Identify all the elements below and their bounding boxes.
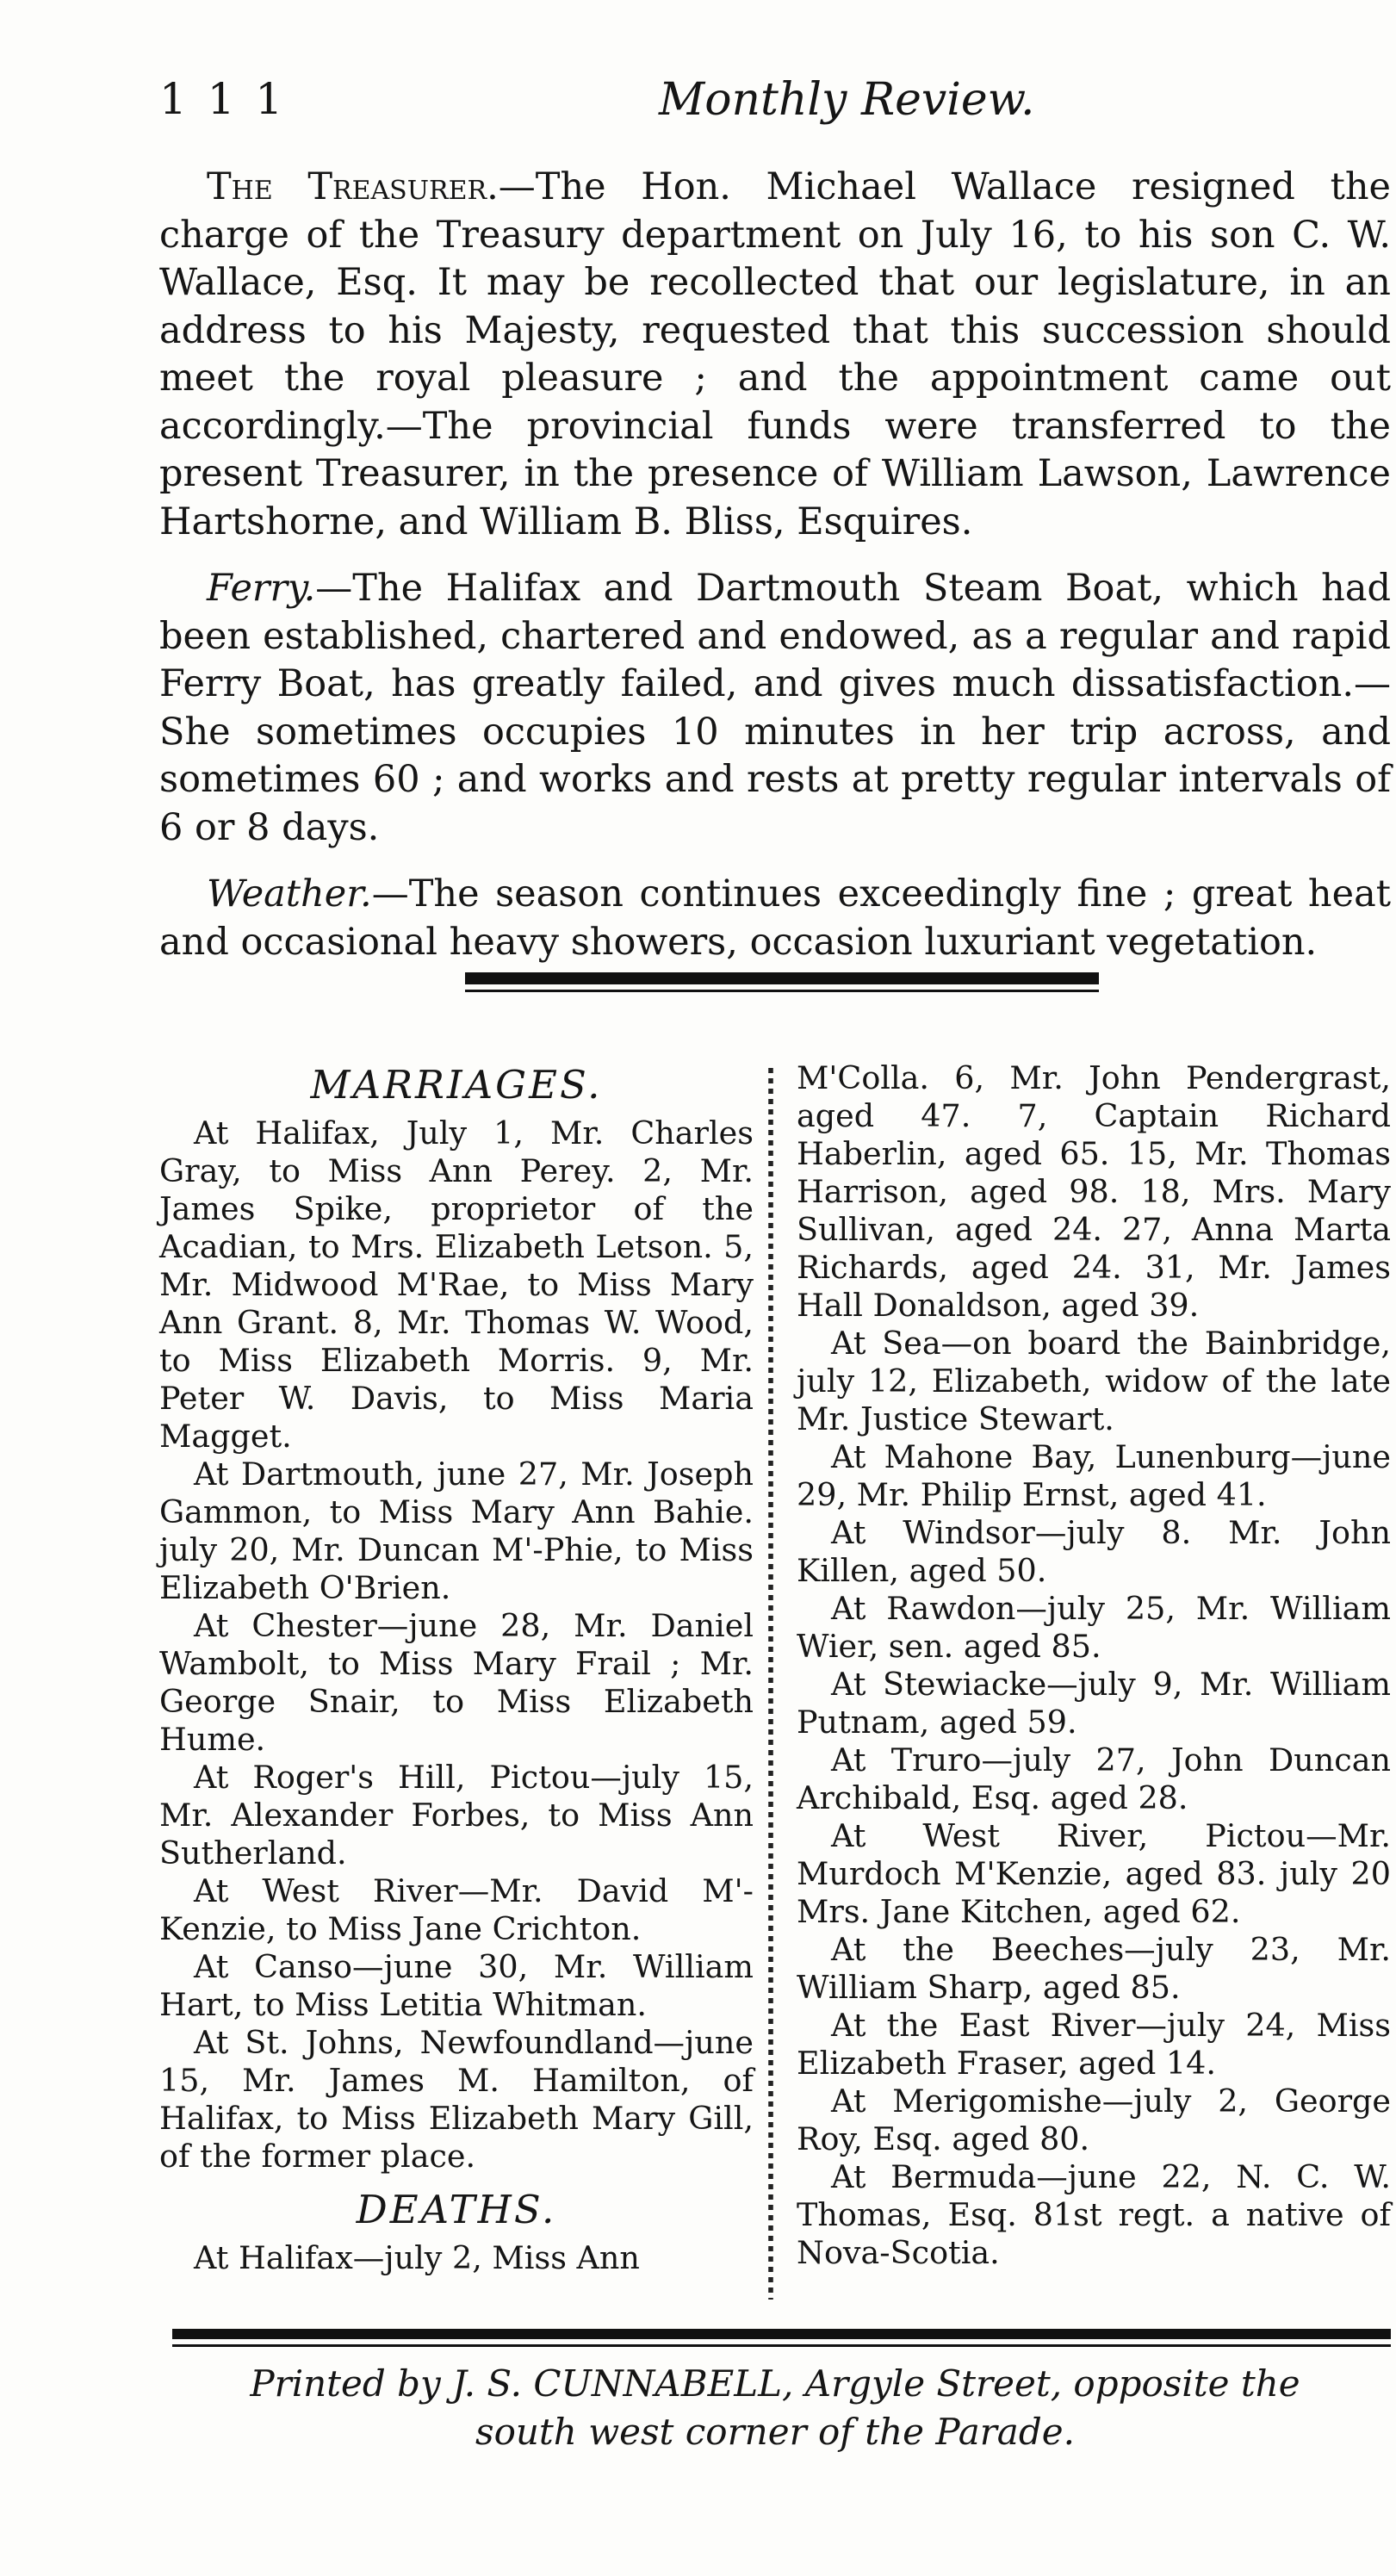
- left-column: [159, 1059, 754, 2277]
- right-column: [797, 1059, 1391, 2272]
- marriage-entry: At Canso—june 30, Mr. William Hart, to Miss Letitia Whitman.: [159, 1948, 754, 2023]
- death-entry-continued: M'Colla. 6, Mr. John Pendergrast, aged 47. 7, Captain Richard Haberlin, aged 65. 15, Mr. Thomas Harrison, aged 98. 18, Mrs. Mary Sullivan, aged 24. 27, Anna Marta Richards, aged 24. 31, Mr. James Hall Donaldson, aged 39.: [797, 1059, 1391, 1324]
- death-entry: At West River, Pictou—Mr. Murdoch M'Kenzie, aged 83. july 20 Mrs. Jane Kitchen, aged 62.: [797, 1817, 1391, 1930]
- footer-divider: [172, 2329, 1391, 2339]
- death-entry: At Truro—july 27, John Duncan Archibald, Esq. aged 28.: [797, 1741, 1391, 1816]
- death-entry: At Windsor—july 8. Mr. John Killen, aged 50.: [797, 1514, 1391, 1589]
- page-number: 1 1 1: [159, 74, 287, 124]
- marriage-entry: At St. Johns, Newfoundland—june 15, Mr. James M. Hamilton, of Halifax, to Miss Elizabeth Mary Gill, of the former place.: [159, 2024, 754, 2175]
- marriage-entry: At West River—Mr. David M'-Kenzie, to Miss Jane Crichton.: [159, 1872, 754, 1947]
- death-entry: At Sea—on board the Bainbridge, july 12, Elizabeth, widow of the late Mr. Justice Stewart.: [797, 1325, 1391, 1437]
- weather-text: —The season continues exceedingly fine ; great heat and occasional heavy showers, occasion luxuriant vegetation.: [159, 872, 1391, 964]
- death-entry: At the East River—july 24, Miss Elizabeth Fraser, aged 14.: [797, 2007, 1391, 2082]
- imprint-line-1: Printed by J. S. CUNNABELL, Argyle Street, opposite the: [250, 2362, 1300, 2405]
- printer-imprint: [159, 2360, 1391, 2456]
- page-header: [159, 74, 1391, 134]
- death-entry: At Mahone Bay, Lunenburg—june 29, Mr. Philip Ernst, aged 41.: [797, 1438, 1391, 1513]
- news-section: [159, 164, 1391, 985]
- column-divider: [765, 1068, 777, 2300]
- section-divider: [465, 972, 1099, 984]
- death-entry: At Stewiacke—july 9, Mr. William Putnam, aged 59.: [797, 1666, 1391, 1741]
- treasurer-lead: The Treasurer.: [207, 165, 499, 208]
- marriage-entry: At Halifax, July 1, Mr. Charles Gray, to Miss Ann Perey. 2, Mr. James Spike, proprietor of the Acadian, to Mrs. Elizabeth Letson. 5, Mr. Midwood M'Rae, to Miss Mary Ann Grant. 8, Mr. Thomas W. Wood, to Miss Elizabeth Morris. 9, Mr. Peter W. Davis, to Miss Maria Magget.: [159, 1114, 754, 1455]
- treasurer-paragraph: [159, 164, 1391, 546]
- treasurer-text: —The Hon. Michael Wallace resigned the charge of the Treasury department on July 16, to his son C. W. Wallace, Esq. It may be recollected that our legislature, in an address to his Majesty, requested that this succession should meet the royal pleasure ; and the appointment came out accordingly.—The provincial funds were transferred to the present Treasurer, in the presence of William Lawson, Lawrence Hartshorne, and William B. Bliss, Esquires.: [159, 165, 1391, 543]
- weather-paragraph: [159, 871, 1391, 966]
- running-title: Monthly Review.: [659, 74, 1035, 126]
- death-entry: At Rawdon—july 25, Mr. William Wier, sen. aged 85.: [797, 1590, 1391, 1665]
- ferry-lead: Ferry.: [207, 567, 316, 610]
- ferry-paragraph: [159, 565, 1391, 852]
- marriage-entry: At Roger's Hill, Pictou—july 15, Mr. Alexander Forbes, to Miss Ann Sutherland.: [159, 1759, 754, 1871]
- imprint-line-2: south west corner of the Parade.: [475, 2411, 1075, 2453]
- weather-lead: Weather.: [207, 872, 372, 916]
- death-entry: At Halifax—july 2, Miss Ann: [194, 2239, 640, 2276]
- marriages-heading: MARRIAGES.: [310, 1062, 603, 1108]
- marriage-entry: At Chester—june 28, Mr. Daniel Wambolt, to Miss Mary Frail ; Mr. George Snair, to Miss Elizabeth Hume.: [159, 1607, 754, 1758]
- death-entry: At Merigomishe—july 2, George Roy, Esq. aged 80.: [797, 2083, 1391, 2157]
- death-entry: At the Beeches—july 23, Mr. William Sharp, aged 85.: [797, 1931, 1391, 2006]
- death-entry: At Bermuda—june 22, N. C. W. Thomas, Esq. 81st regt. a native of Nova-Scotia.: [797, 2158, 1391, 2271]
- deaths-heading: DEATHS.: [356, 2187, 557, 2232]
- marriage-entry: At Dartmouth, june 27, Mr. Joseph Gammon, to Miss Mary Ann Bahie. july 20, Mr. Duncan M'-Phie, to Miss Elizabeth O'Brien.: [159, 1456, 754, 1606]
- ferry-text: —The Halifax and Dartmouth Steam Boat, which had been established, chartered and endowed, as a regular and rapid Ferry Boat, has greatly failed, and gives much dissatisfaction.—She sometimes occupies 10 minutes in her trip across, and sometimes 60 ; and works and rests at pretty regular intervals of 6 or 8 days.: [159, 567, 1391, 849]
